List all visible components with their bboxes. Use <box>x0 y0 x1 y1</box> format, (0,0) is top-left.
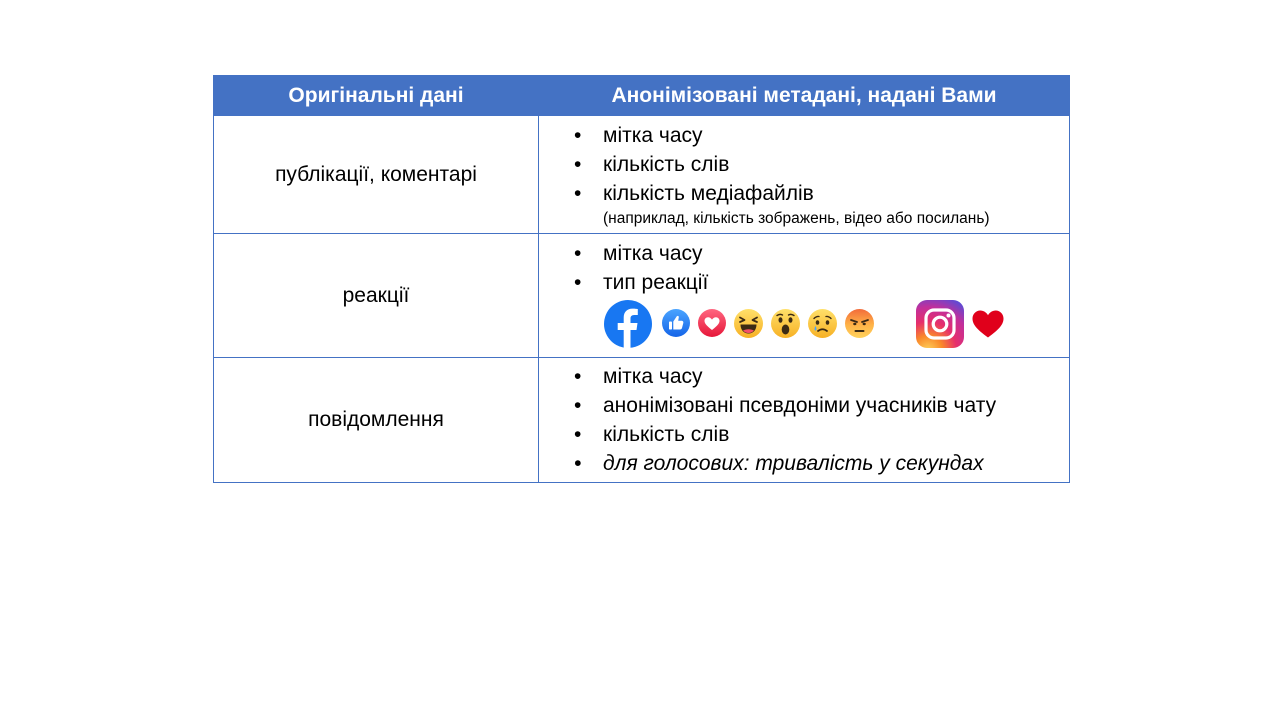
list-item: • кількість слів <box>574 150 1069 179</box>
list-item: • кількість слів <box>574 420 1069 449</box>
original-cell: повідомлення <box>214 358 539 483</box>
haha-reaction-icon <box>733 308 764 339</box>
facebook-logo-icon <box>603 299 653 349</box>
original-cell: публікації, коментарі <box>214 116 539 234</box>
metadata-table <box>213 75 1070 483</box>
angry-reaction-icon <box>844 308 875 339</box>
metadata-cell <box>539 116 1070 234</box>
list-item: • кількість медіафайлів <box>574 179 1069 208</box>
metadata-cell <box>539 358 1070 483</box>
header-row <box>214 76 1070 116</box>
original-cell: реакції <box>214 234 539 358</box>
list-item-note: (наприклад, кількість зображень, відео або посилань) <box>603 209 990 227</box>
list-item: • мітка часу <box>574 121 1069 150</box>
table-row <box>214 234 1070 358</box>
table-row <box>214 358 1070 483</box>
metadata-cell <box>539 234 1070 358</box>
wow-reaction-icon <box>770 308 801 339</box>
list-item: • для голосових: тривалість у секундах <box>574 449 1069 478</box>
love-reaction-icon <box>697 308 727 338</box>
header-anonymized-metadata: Анонімізовані метадані, надані Вами <box>539 76 1070 116</box>
instagram-logo-icon <box>915 299 965 349</box>
header-original-data: Оригінальні дані <box>214 76 539 116</box>
like-reaction-icon <box>661 308 691 338</box>
reaction-icons <box>574 299 1069 353</box>
table-row <box>214 116 1070 234</box>
list-item: • анонімізовані псевдоніми учасників чату <box>574 391 1069 420</box>
list-item: • мітка часу <box>574 362 1069 391</box>
list-item: • мітка часу <box>574 239 1069 268</box>
sad-reaction-icon <box>807 308 838 339</box>
heart-icon <box>971 309 1005 339</box>
list-item: • тип реакції <box>574 268 1069 297</box>
